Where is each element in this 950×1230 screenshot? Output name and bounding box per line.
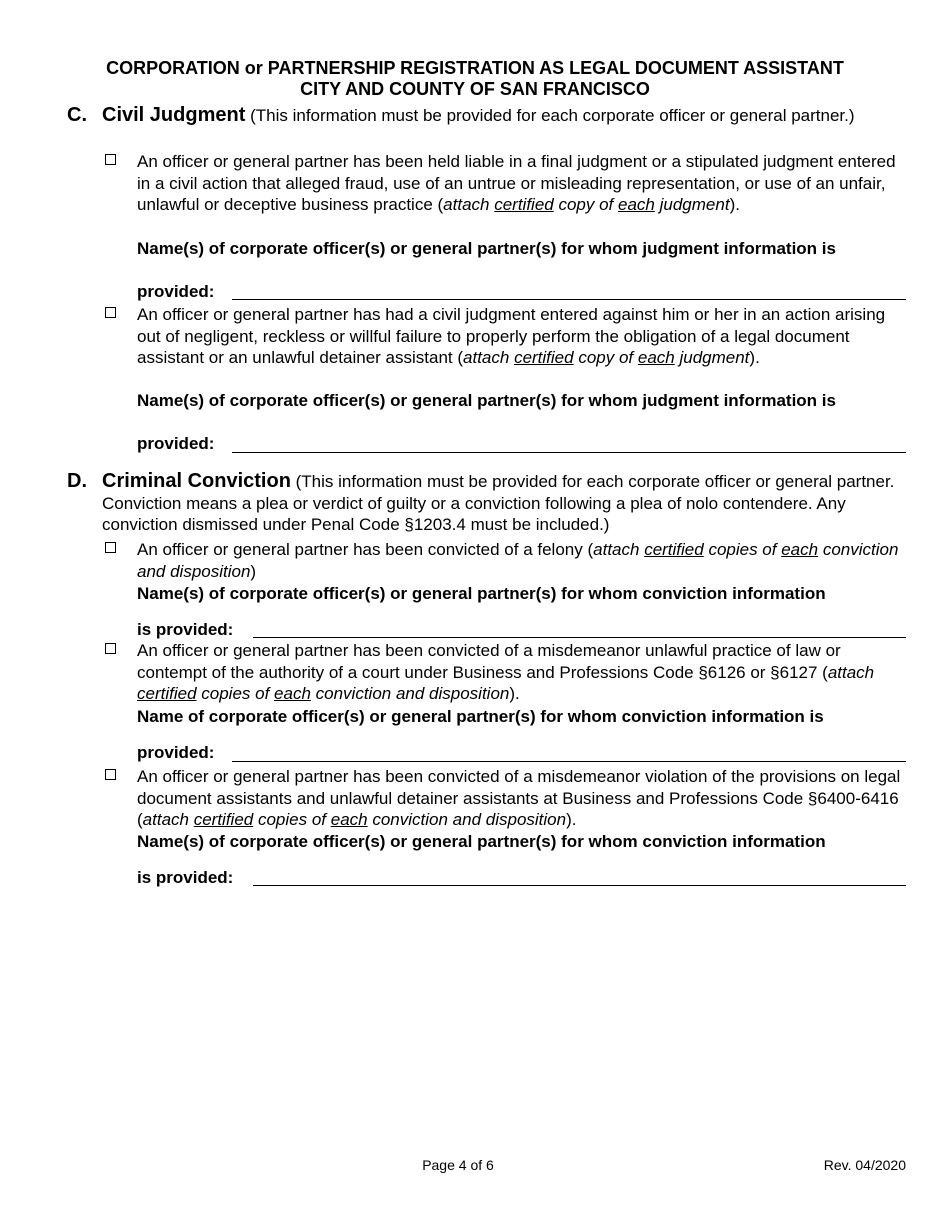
section-d-letter: D. [67, 470, 87, 492]
civil-judgment-fraud-names-label: Name(s) of corporate officer(s) or general partner(s) for whom judgment information is [137, 239, 836, 258]
form-subtitle: CITY AND COUNTY OF SAN FRANCISCO [300, 79, 650, 99]
misdemeanor-lda-violation-text: An officer or general partner has been convicted of a misdemeanor violation of the provisions on legal document assistants and unlawful detainer assistants at Business and Professions Code §6400-6416 (attach certified copies of each conviction and disposition). [137, 767, 901, 829]
civil-judgment-fraud-text: An officer or general partner has been held liable in a final judgment or a stipulated judgment entered in a civil action that alleged fraud, use of an untrue or misleading representation, or use of an unfair, unlawful or deceptive business practice (attach certified copy of each judgment). [137, 152, 896, 214]
section-c-heading [102, 105, 912, 127]
form-title: CORPORATION or PARTNERSHIP REGISTRATION AS LEGAL DOCUMENT ASSISTANT [106, 58, 844, 78]
civil-judgment-negligence-names-field[interactable] [232, 452, 906, 453]
felony-conviction-provided-label: is provided: [137, 620, 234, 639]
misdemeanor-unlawful-practice-provided-label: provided: [137, 743, 215, 762]
section-d-title: Criminal Conviction [102, 470, 291, 492]
section-c-letter: C. [67, 104, 87, 126]
misdemeanor-unlawful-practice-names-field[interactable] [232, 761, 906, 762]
felony-conviction-names-label: Name(s) of corporate officer(s) or general partner(s) for whom conviction information [137, 584, 826, 603]
misdemeanor-lda-violation-names-field[interactable] [253, 885, 906, 886]
civil-judgment-negligence-provided-label: provided: [137, 434, 215, 453]
page-number: Page 4 of 6 [422, 1157, 494, 1173]
civil-judgment-negligence-checkbox[interactable] [105, 307, 116, 318]
misdemeanor-unlawful-practice-names-input[interactable] [232, 740, 910, 760]
revision-date: Rev. 04/2020 [823, 1157, 906, 1173]
civil-judgment-negligence-text: An officer or general partner has had a civil judgment entered against him or her in an action arising out of negligent, reckless or willful failure to properly perform the obligation of a legal document assistant or an unlawful detainer assistant (attach certified copy of each judgment). [137, 305, 886, 367]
misdemeanor-unlawful-practice-text: An officer or general partner has been convicted of a misdemeanor unlawful practice of law or contempt of the authority of a court under Business and Professions Code §6126 or §6127 (attach certified copies of each conviction and disposition). [137, 641, 875, 703]
felony-conviction-names-input[interactable] [253, 616, 910, 636]
misdemeanor-lda-violation-checkbox[interactable] [105, 769, 116, 780]
civil-judgment-negligence-names-label: Name(s) of corporate officer(s) or general partner(s) for whom judgment information is [137, 391, 836, 410]
misdemeanor-unlawful-practice-checkbox[interactable] [105, 643, 116, 654]
misdemeanor-lda-violation-names-input[interactable] [253, 864, 910, 884]
felony-conviction-names-field[interactable] [253, 637, 906, 638]
civil-judgment-fraud-names-field[interactable] [232, 299, 906, 300]
civil-judgment-fraud-names-input[interactable] [232, 278, 910, 298]
civil-judgment-fraud-provided-label: provided: [137, 282, 215, 301]
section-d-intro: (This information must be provided for each corporate officer or general partner. Conviction means a plea or verdict of guilty or a conviction following a plea of nolo contendere. Any conviction dismissed under Penal Code §1203.4 must be included.) [102, 472, 895, 534]
section-c-intro: (This information must be provided for each corporate officer or general partner.) [245, 106, 855, 125]
misdemeanor-unlawful-practice-names-label: Name of corporate officer(s) or general partner(s) for whom conviction information is [137, 707, 824, 726]
section-c-title: Civil Judgment [102, 104, 246, 126]
civil-judgment-negligence-names-input[interactable] [232, 431, 910, 451]
civil-judgment-fraud-checkbox[interactable] [105, 154, 116, 165]
misdemeanor-lda-violation-names-label: Name(s) of corporate officer(s) or general partner(s) for whom conviction information [137, 832, 826, 851]
felony-conviction-checkbox[interactable] [105, 542, 116, 553]
felony-conviction-text: An officer or general partner has been convicted of a felony (attach certified copies of each conviction and disposition) [137, 540, 899, 581]
misdemeanor-lda-violation-provided-label: is provided: [137, 868, 234, 887]
section-d-heading [102, 471, 912, 536]
